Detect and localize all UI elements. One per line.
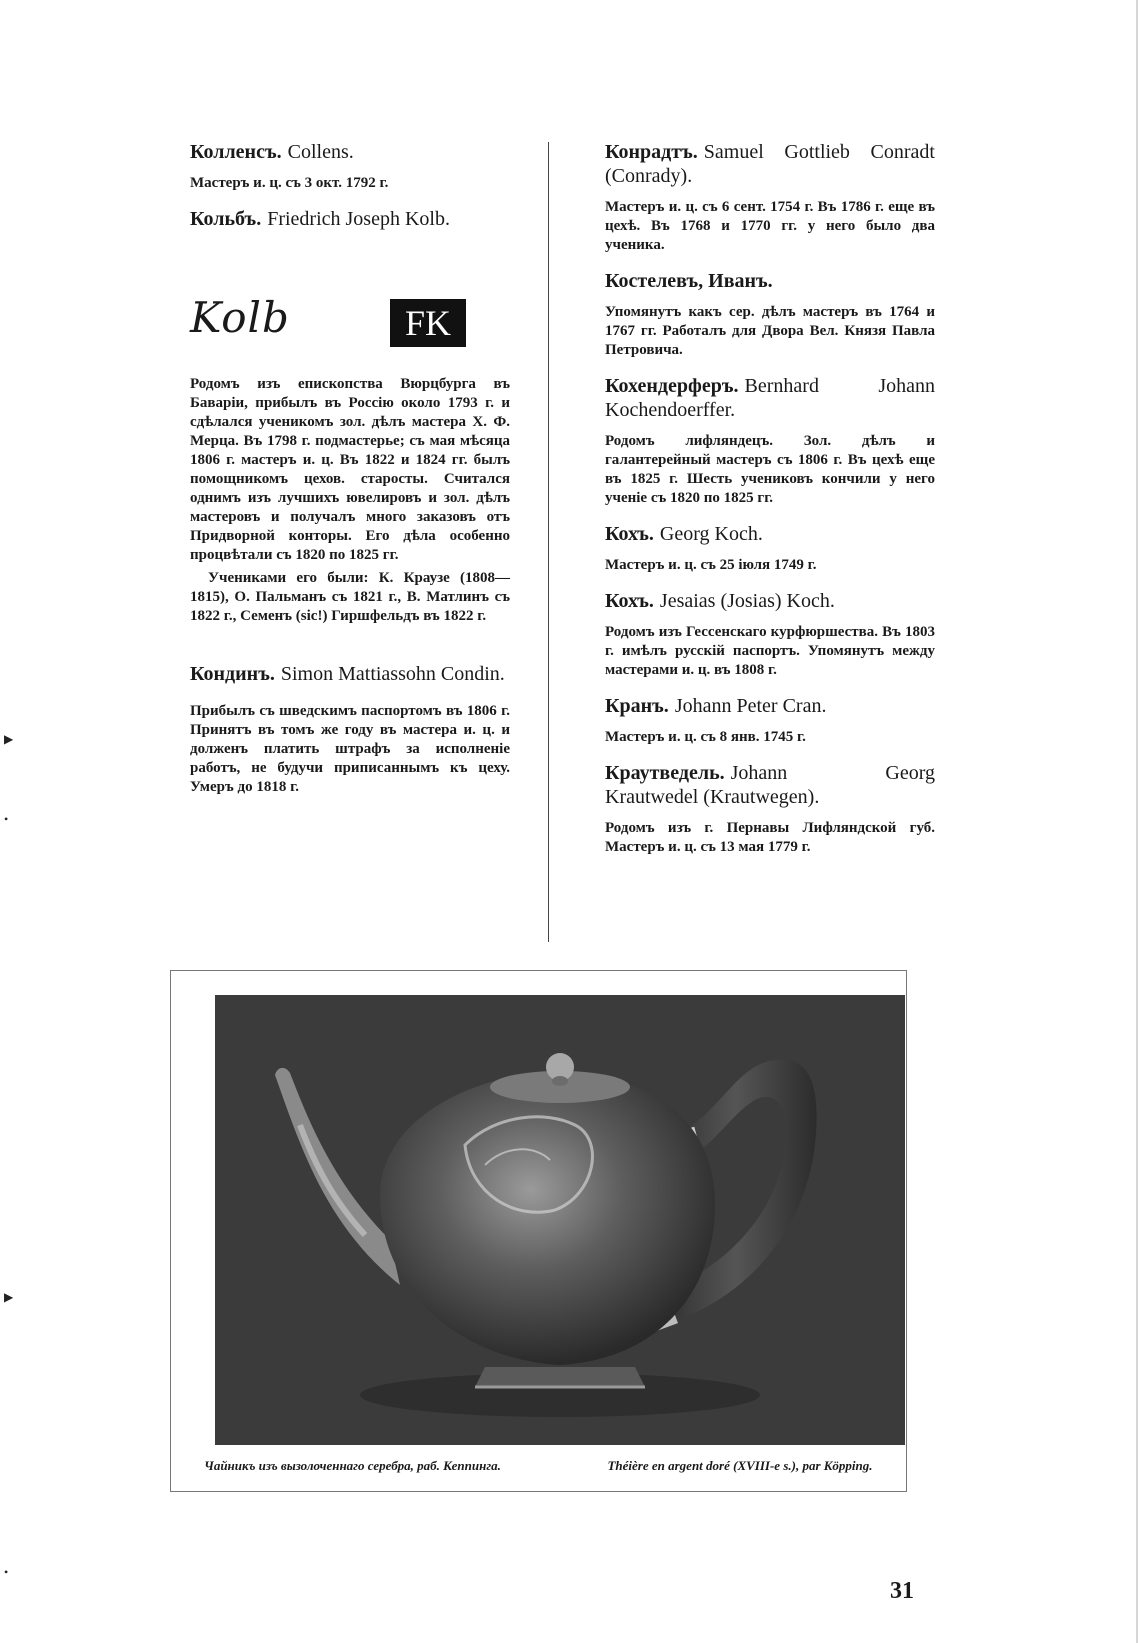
entry-heading-collens <box>190 140 510 164</box>
entry-text-jesaias-koch: Родомъ изъ Гессенскаго курфюршества. Въ 1803 г. имѣлъ русскій паспортъ. Упомянутъ между мастерами и. ц. въ 1808 г. <box>605 624 935 678</box>
entry-text-kostelev: Упомянутъ какъ сер. дѣлъ мастеръ въ 1764 и 1767 гг. Работалъ для Двора Вел. Князя Павла Петровича. <box>605 304 935 358</box>
right-column <box>605 140 935 875</box>
entry-name-latin: Samuel Gottlieb Conradt (Conrady). <box>605 141 935 187</box>
entry-text-conradt: Мастеръ и. ц. съ 6 сент. 1754 г. Въ 1786 г. еще въ цехѣ. Въ 1768 и 1770 гг. у него было два ученика. <box>605 199 935 253</box>
entry-text-condin: Прибылъ съ шведскимъ паспортомъ въ 1806 г. Принятъ въ томъ же году въ мастера и. ц. и долженъ платить штрафъ за исполненіе работъ, не будучи приписаннымъ къ цеху. Умеръ до 1818 г. <box>190 703 510 795</box>
entry-name-ru: Колленсъ. <box>190 141 282 163</box>
entry-name-ru: Кохендерферъ. <box>605 375 739 397</box>
plate-caption-ru: Чайникъ изъ вызолоченнаго серебра, раб. Кеппинга. <box>204 1458 501 1473</box>
entry-name-latin: Bernhard Johann Kochendoerffer. <box>605 375 935 421</box>
entry-text-kolb-2: Учениками его были: К. Краузе (1808—1815), О. Пальманъ съ 1821 г., В. Матлинъ съ 1822 г., Семенъ (sic!) Гиршфельдъ въ 1822 г. <box>190 570 510 624</box>
entry-heading-krautwedel <box>605 761 935 809</box>
entry-heading-conradt <box>605 140 935 188</box>
plate-caption-fr: Théière en argent doré (XVIII-e s.), par Köpping. <box>607 1458 873 1473</box>
teapot-photograph <box>215 995 905 1445</box>
entry-text-georg-koch: Мастеръ и. ц. съ 25 іюля 1749 г. <box>605 557 817 573</box>
kolb-signature-mark: Kolb <box>190 293 290 342</box>
left-column <box>190 140 510 815</box>
entry-name-latin: Collens. <box>287 141 354 163</box>
entry-heading-kochendoerffer <box>605 374 935 422</box>
column-divider <box>548 142 549 942</box>
entry-name-ru: Краутведель. <box>605 762 725 784</box>
entry-name-ru: Конрадтъ. <box>605 141 698 163</box>
fk-stamp-mark: FK <box>390 299 466 347</box>
entry-text-collens: Мастеръ и. ц. съ 3 окт. 1792 г. <box>190 175 389 191</box>
entry-name-ru: Кольбъ. <box>190 208 262 230</box>
entry-name-latin: Friedrich Joseph Kolb. <box>267 208 450 230</box>
page-number: 31 <box>890 1578 914 1604</box>
entry-heading-georg-koch <box>605 522 935 546</box>
maker-marks <box>190 287 510 347</box>
entry-text-krautwedel: Родомъ изъ г. Пернавы Лифляндской губ. Мастеръ и. ц. съ 13 мая 1779 г. <box>605 820 935 855</box>
teapot-foot <box>475 1367 645 1387</box>
entry-name-ru: Кранъ. <box>605 695 669 717</box>
page-edge-shadow <box>1136 0 1138 1643</box>
entry-name-latin: Georg Koch. <box>659 523 763 545</box>
teapot-spout <box>275 1068 400 1285</box>
entry-heading-jesaias-koch <box>605 589 935 613</box>
margin-arrow-mark: ▶ <box>4 1290 14 1304</box>
entry-text-kolb-1: Родомъ изъ епископства Вюрцбурга въ Баваріи, прибылъ въ Россію около 1793 г. и сдѣлался ученикомъ зол. дѣлъ мастера Х. Ф. Мерца. Въ 1798 г. подмастерье; съ мая мѣсяца 1806 г. мастеръ и. ц. Въ 1822 и 1824 гг. былъ помощникомъ цехов. старосты. Считался однимъ изъ лучшихъ ювелировъ и зол. дѣлъ мастеровъ и получалъ много заказовъ отъ Придворной конторы. Его дѣла особенно процвѣтали съ 1820 по 1825 гг. <box>190 376 510 563</box>
entry-name-latin: Johann Peter Cran. <box>674 695 827 717</box>
margin-dot-mark: • <box>4 1565 9 1579</box>
entry-heading-condin <box>190 662 510 686</box>
entry-name-latin: Jesaias (Josias) Koch. <box>659 590 835 612</box>
entry-name-ru: Кондинъ. <box>190 663 275 685</box>
entry-name-ru: Кохъ. <box>605 523 654 545</box>
entry-heading-kolb <box>190 207 510 231</box>
entry-heading-cran <box>605 694 935 718</box>
teapot-illustration <box>215 995 905 1445</box>
entry-name-latin: Johann Georg Krautwedel (Krautwegen). <box>605 762 935 808</box>
entry-heading-kostelev <box>605 269 935 293</box>
margin-dot-mark: • <box>4 812 9 826</box>
entry-name-ru: Костелевъ, Иванъ. <box>605 270 773 292</box>
entry-text-cran: Мастеръ и. ц. съ 8 янв. 1745 г. <box>605 729 806 745</box>
entry-text-kochendoerffer: Родомъ лифляндецъ. Зол. дѣлъ и галантерейный мастеръ съ 1806 г. Въ цехѣ еще въ 1825 г. Шесть учениковъ кончили у него ученіе съ 1820 по 1825 гг. <box>605 433 935 506</box>
entry-name-ru: Кохъ. <box>605 590 654 612</box>
entry-name-latin: Simon Mattiassohn Condin. <box>280 663 505 685</box>
margin-arrow-mark: ▶ <box>4 732 14 746</box>
